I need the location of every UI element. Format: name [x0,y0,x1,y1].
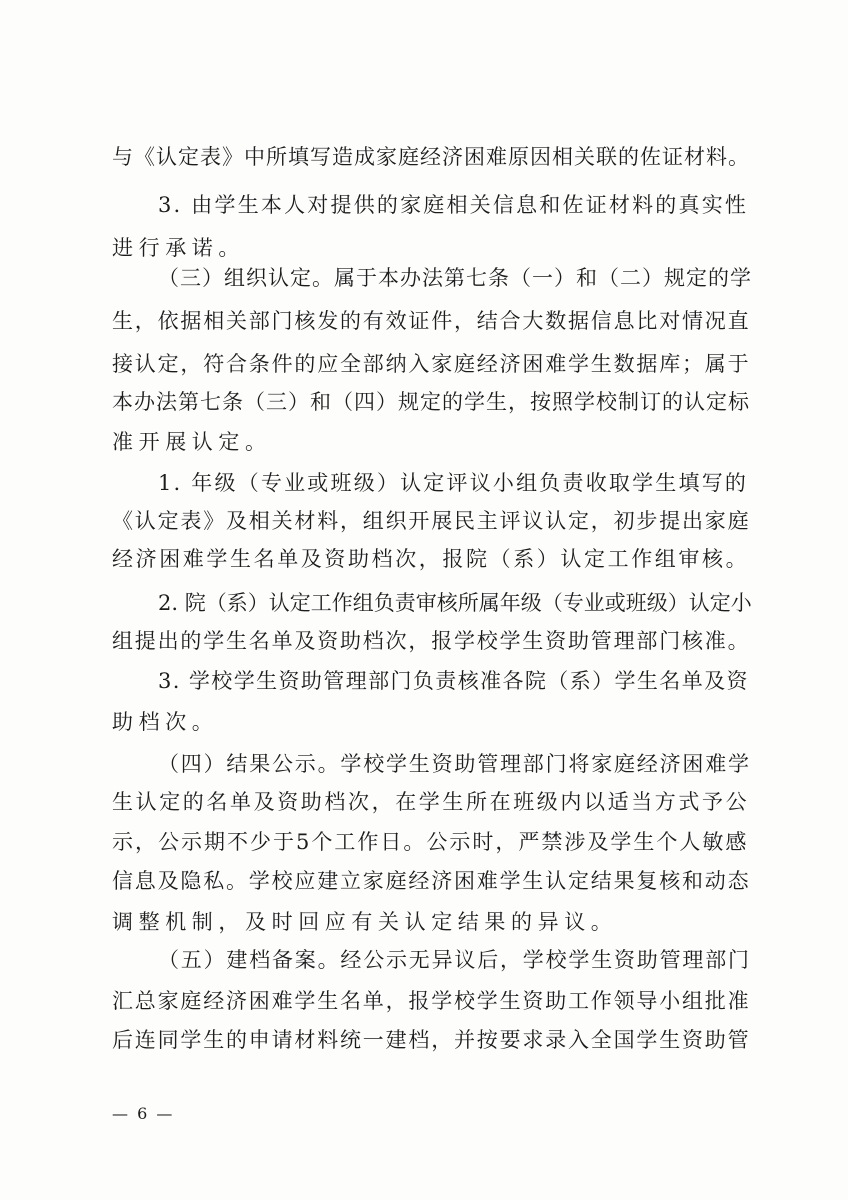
text-line: 调整机制，及时回应有关认定结果的异议。 [112,910,618,934]
text-line: 汇总家庭经济困难学生名单，报学校学生资助工作领导小组批准 [112,989,751,1013]
text-line: 3. 学校学生资助管理部门负责核准各院（系）学生名单及资 [158,669,749,693]
text-line: 示，公示期不少于5个工作日。公示时，严禁涉及学生个人敏感 [112,830,749,854]
text-line: 准开展认定。 [112,430,272,454]
text-line: 与《认定表》中所填写造成家庭经济困难原因相关联的佐证材料。 [112,145,750,169]
text-line: 经济困难学生名单及资助档次，报院（系）认定工作组审核。 [112,547,750,571]
text-line: 2. 院（系）认定工作组负责审核所属年级（专业或班级）认定小 [158,591,752,615]
text-line: 组提出的学生名单及资助档次，报学校学生资助管理部门核准。 [112,629,751,653]
text-line: 信息及隐私。学校应建立家庭经济困难学生认定结果复核和动态 [112,869,751,893]
text-line: （四）结果公示。学校学生资助管理部门将家庭经济困难学 [158,752,751,776]
text-line: 《认定表》及相关材料，组织开展民主评议认定，初步提出家庭 [112,509,751,533]
text-line: 1. 年级（专业或班级）认定评议小组负责收取学生填写的 [158,471,749,495]
text-line: 本办法第七条（三）和（四）规定的学生，按照学校制订的认定标 [112,390,750,414]
text-line: 助档次。 [112,710,219,734]
text-line: 3. 由学生本人对提供的家庭相关信息和佐证材料的真实性 [158,193,749,217]
text-line: 生认定的名单及资助档次，在学生所在班级内以适当方式予公 [112,790,750,814]
text-line: 生，依据相关部门核发的有效证件，结合大数据信息比对情况直 [112,309,751,333]
text-line: 进行承诺。 [112,236,245,260]
text-line: 后连同学生的申请材料统一建档，并按要求录入全国学生资助管 [112,1028,751,1052]
text-line: 接认定，符合条件的应全部纳入家庭经济困难学生数据库；属于 [112,352,751,376]
text-line: （三）组织认定。属于本办法第七条（一）和（二）规定的学 [158,266,752,290]
text-line: （五）建档备案。经公示无异议后，学校学生资助管理部门 [158,948,751,972]
page-number: — 6 — [112,1104,175,1123]
